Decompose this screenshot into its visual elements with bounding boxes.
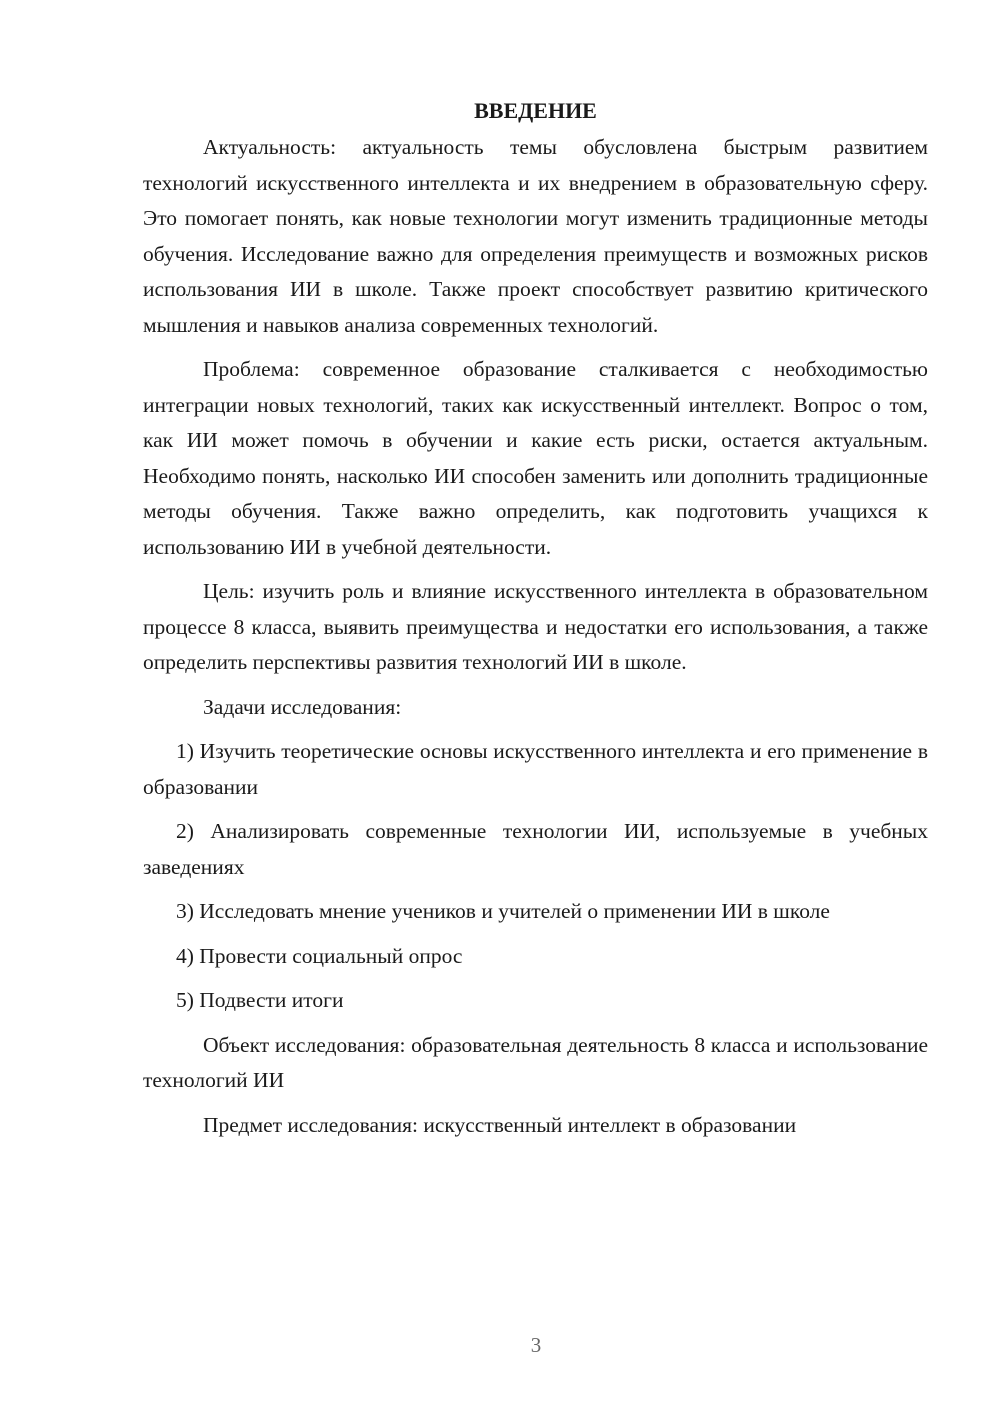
tasks-title: Задачи исследования: [203,694,402,719]
problem-paragraph: Проблема: современное образование сталкивается с необходимостью интеграции новых технологий, таких как искусственный интеллект. Вопрос о том, как ИИ может помочь в обучении и какие есть риски, остается актуальным. Необходимо понять, насколько ИИ способен заменить или дополнить традиционные методы обучения. Также важно определить, как подготовить учащихся к использованию ИИ в учебной деятельности. [143,357,928,559]
task-item: 3) Исследовать мнение учеников и учителей о применении ИИ в школе [176,899,830,923]
task-item: 5) Подвести итоги [176,988,344,1012]
document-page [143,93,928,1152]
task-item: 1) Изучить теоретические основы искусственного интеллекта и его применение в образовании [143,739,928,799]
page-number: 3 [530,1333,542,1357]
task-item: 2) Анализировать современные технологии ИИ, используемые в учебных заведениях [143,819,928,879]
task-item: 4) Провести социальный опрос [176,943,463,968]
research-subject-paragraph: Предмет исследования: искусственный интеллект в образовании [203,1112,797,1137]
relevance-paragraph: Актуальность: актуальность темы обусловлена быстрым развитием технологий искусственного интеллекта и их внедрением в образовательную сферу. Это помогает понять, как новые технологии могут изменить традиционные методы обучения. Исследование важно для определения преимуществ и возможных рисков использования ИИ в школе. Также проект способствует развитию критического мышления и навыков анализа современных технологий. [143,135,928,337]
goal-paragraph: Цель: изучить роль и влияние искусственного интеллекта в образовательном процессе 8 класса, выявить преимущества и недостатки его использования, а также определить перспективы развития технологий ИИ в школе. [143,579,928,674]
section-heading: ВВЕДЕНИЕ [474,98,597,123]
research-object-paragraph: Объект исследования: образовательная деятельность 8 класса и использование технологий ИИ [143,1032,928,1092]
